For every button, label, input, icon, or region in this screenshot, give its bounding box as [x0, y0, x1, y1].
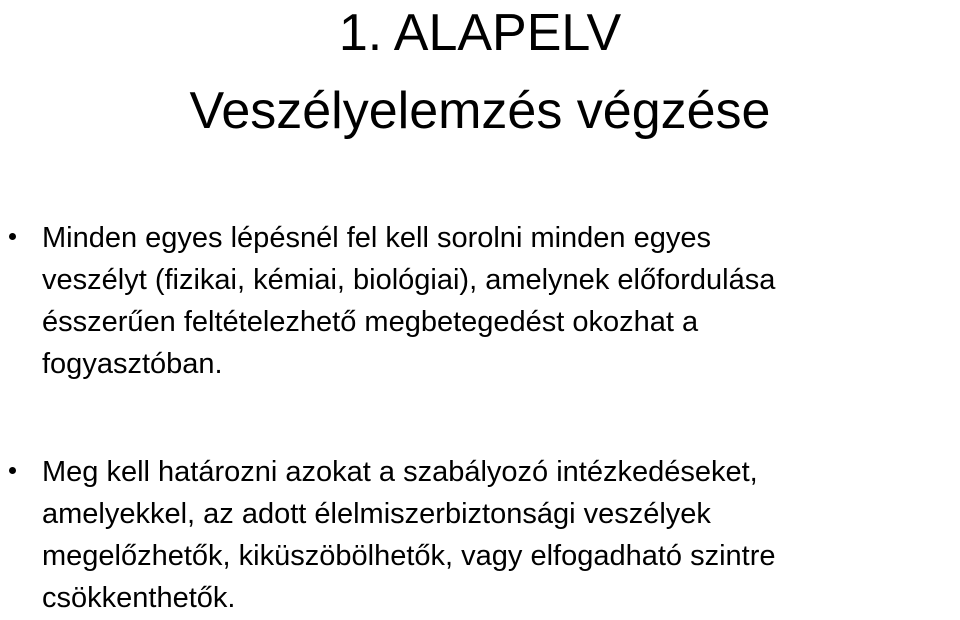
title-line-number: 1. ALAPELV: [338, 4, 622, 62]
bullet-text: [42, 451, 954, 619]
title-line-topic: Veszélyelemzés végzése: [189, 82, 771, 140]
slide-title: [0, 0, 960, 150]
bullet-line: fogyasztóban.: [42, 348, 223, 380]
bullet-item-hazard-list: [42, 217, 954, 385]
bullet-text: [42, 217, 954, 385]
bullet-dot-icon: [9, 233, 16, 240]
bullet-line: ésszerűen feltételezhető megbetegedést okozhat a: [42, 306, 699, 338]
bullet-line: veszélyt (fizikai, kémiai, biológiai), amelynek előfordulása: [42, 264, 776, 296]
bullet-line: Meg kell határozni azokat a szabályozó intézkedéseket,: [42, 456, 758, 488]
bullet-dot-icon: [9, 467, 16, 474]
bullet-line: csökkenthetők.: [42, 582, 236, 614]
bullet-item-control-measures: [42, 451, 954, 619]
bullet-line: megelőzhetők, kiküszöbölhetők, vagy elfogadható szintre: [42, 540, 776, 572]
bullet-line: Minden egyes lépésnél fel kell sorolni minden egyes: [42, 222, 711, 254]
bullet-line: amelyekkel, az adott élelmiszerbiztonsági veszélyek: [42, 498, 711, 530]
